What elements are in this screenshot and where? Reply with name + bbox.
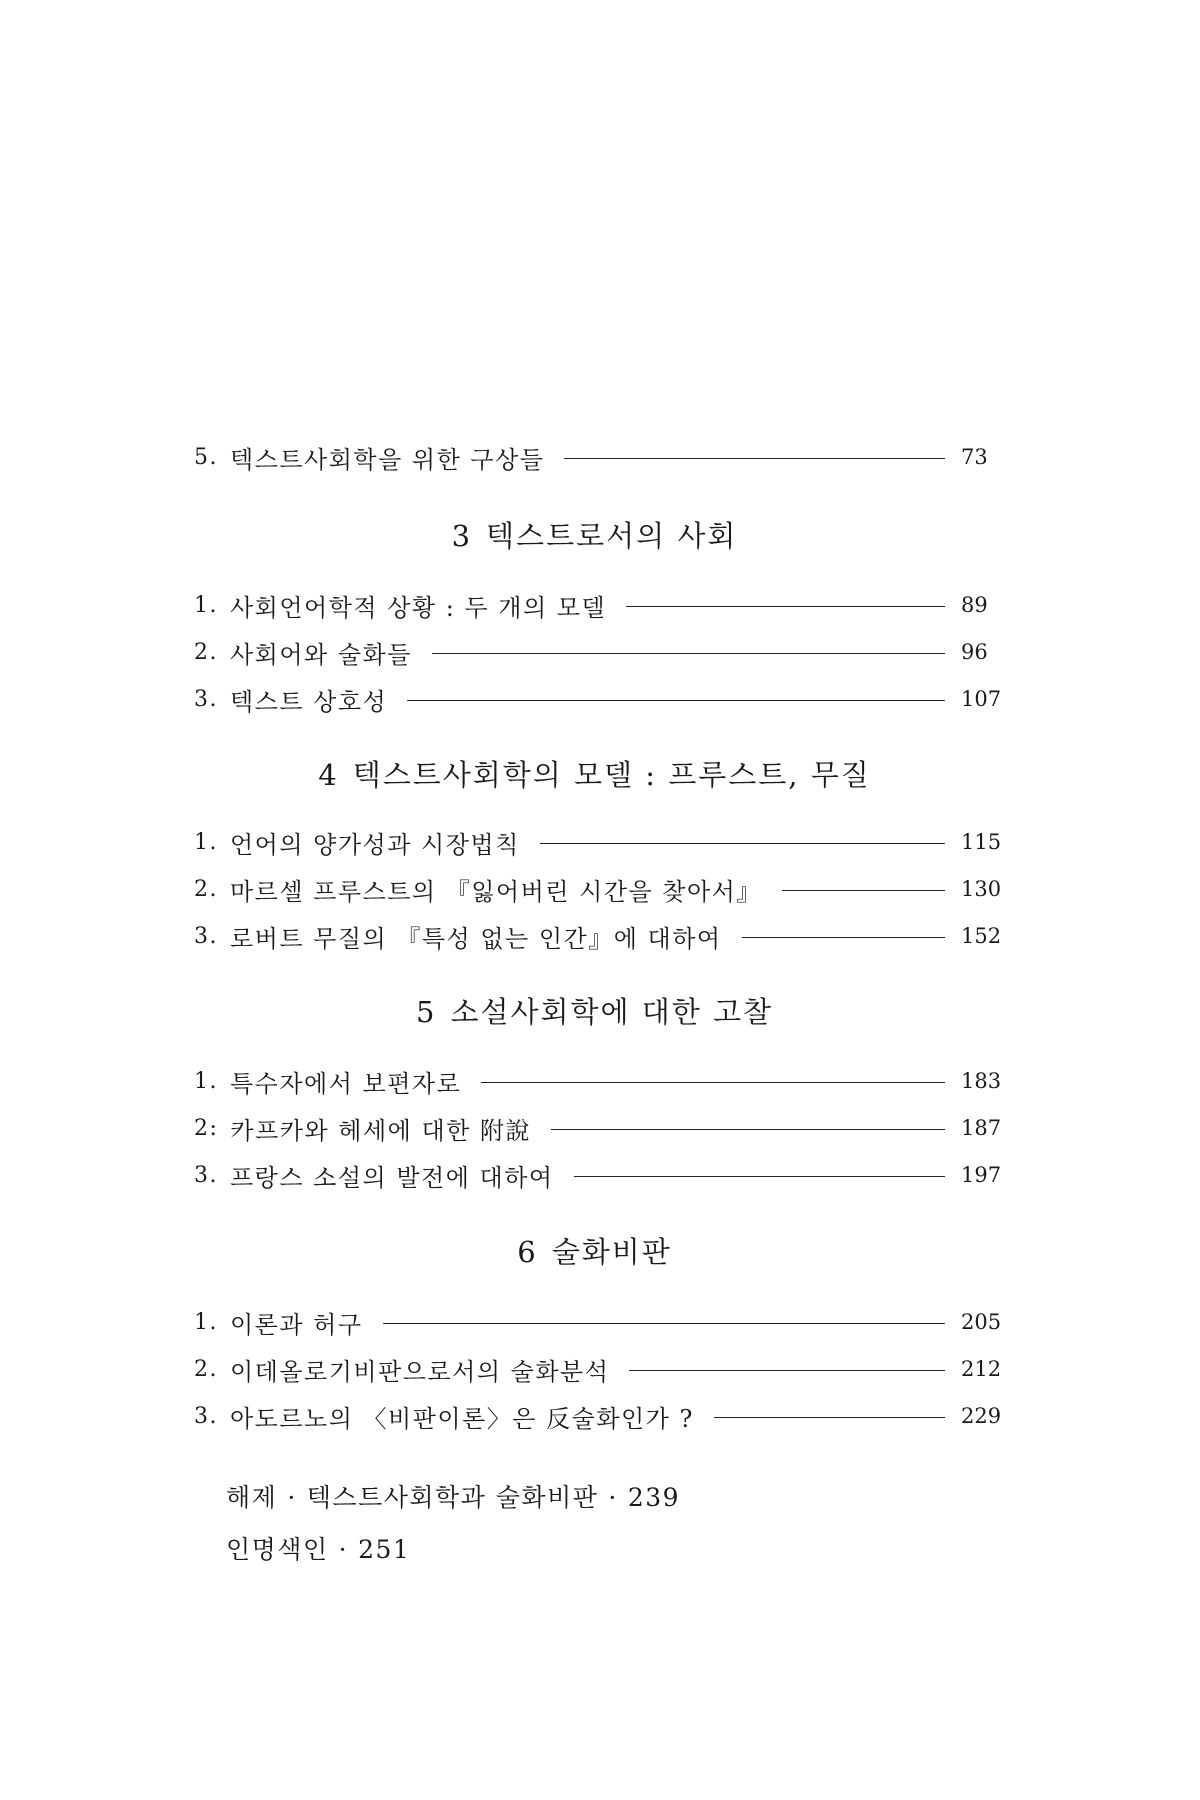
chapter-number: 5	[415, 995, 437, 1029]
toc-leader-line	[551, 1129, 945, 1130]
appendix-page: 251	[358, 1535, 411, 1564]
toc-entry-number: 2.	[194, 639, 218, 665]
toc-entry	[194, 1396, 1002, 1436]
toc-entry-title: 텍스트 상호성	[230, 687, 388, 716]
toc-entry-number: 2.	[194, 876, 218, 902]
toc-entry	[194, 632, 995, 672]
toc-entry-page: 212	[961, 1357, 1002, 1381]
toc-entry-title: 로버트 무질의 『특성 없는 인간』에 대하여	[230, 924, 722, 953]
appendix-separator: ·	[608, 1483, 618, 1512]
chapter-number: 6	[517, 1235, 538, 1269]
toc-leader-line	[564, 458, 945, 459]
toc-leader-line	[742, 937, 945, 938]
chapter-heading	[194, 753, 995, 797]
appendix-separator: ·	[287, 1483, 297, 1512]
toc-entry-number: 2:	[194, 1115, 219, 1141]
appendix-subtitle: 텍스트사회학과 술화비판	[306, 1483, 599, 1512]
toc-entry	[194, 1349, 1002, 1389]
toc-entry-number: 3.	[194, 686, 218, 712]
toc-entry-title: 사회어와 술화들	[230, 640, 412, 669]
toc-entry-number: 1.	[194, 1068, 218, 1094]
toc-entry-title: 아도르노의 〈비판이론〉은 反술화인가 ?	[230, 1404, 694, 1433]
toc-entry-title: 프랑스 소설의 발전에 대하여	[230, 1163, 554, 1192]
toc-entry	[194, 916, 1002, 956]
appendix-entry	[226, 1530, 410, 1570]
toc-entry-number: 2.	[194, 1356, 218, 1382]
toc-leader-line	[626, 606, 945, 607]
appendix-entry	[226, 1478, 680, 1518]
toc-leader-line	[481, 1082, 945, 1083]
chapter-number: 3	[451, 519, 473, 553]
toc-entry	[194, 679, 1002, 719]
chapter-title: 술화비판	[551, 1235, 672, 1269]
toc-entry	[194, 1108, 1002, 1148]
toc-entry-title: 텍스트사회학을 위한 구상들	[230, 445, 545, 474]
toc-entry-number: 1.	[194, 592, 218, 618]
toc-entry	[194, 1061, 1002, 1101]
toc-entry-page: 107	[961, 687, 1002, 711]
toc-entry-page: 96	[961, 640, 988, 664]
toc-entry-title: 이론과 허구	[230, 1310, 363, 1339]
appendix-title: 해제	[226, 1483, 278, 1512]
chapter-title: 소설사회학에 대한 고찰	[450, 995, 774, 1029]
toc-leader-line	[714, 1417, 945, 1418]
chapter-number: 4	[318, 758, 339, 792]
toc-entry-page: 89	[961, 593, 988, 617]
toc-entry-number: 1.	[194, 1309, 218, 1335]
toc-entry-number: 1.	[194, 829, 218, 855]
toc-leader-line	[383, 1323, 945, 1324]
toc-entry-title: 이데올로기비판으로서의 술화분석	[230, 1357, 610, 1386]
toc-entry	[194, 1155, 1002, 1195]
toc-entry-number: 5.	[194, 444, 218, 470]
toc-leader-line	[574, 1176, 945, 1177]
toc-entry-page: 229	[961, 1404, 1002, 1428]
toc-entry	[194, 1302, 1002, 1342]
toc-leader-line	[540, 843, 945, 844]
chapter-heading	[194, 1230, 995, 1274]
chapter-title: 텍스트사회학의 모델 : 프루스트, 무질	[352, 758, 871, 792]
toc-entry	[194, 869, 1002, 909]
toc-entry-number: 3.	[194, 923, 218, 949]
toc-entry-title: 특수자에서 보편자로	[230, 1069, 462, 1098]
chapter-heading	[194, 514, 995, 558]
toc-entry-page: 130	[961, 877, 1002, 901]
toc-entry-page: 187	[961, 1116, 1002, 1140]
toc-entry-page: 197	[961, 1163, 1002, 1187]
toc-entry	[194, 437, 995, 477]
toc-entry-title: 카프카와 헤세에 대한 附說	[230, 1116, 531, 1145]
toc-leader-line	[782, 890, 945, 891]
toc-entry-title: 마르셀 프루스트의 『잃어버린 시간을 찾아서』	[230, 877, 762, 906]
toc-entry-title: 사회언어학적 상황 : 두 개의 모델	[230, 593, 607, 622]
toc-entry-page: 115	[961, 830, 1002, 854]
toc-entry-page: 152	[961, 924, 1002, 948]
chapter-heading	[194, 990, 995, 1034]
toc-entry-title: 언어의 양가성과 시장법칙	[230, 830, 520, 859]
toc-entry-page: 183	[961, 1069, 1002, 1093]
toc-entry-page: 205	[961, 1310, 1002, 1334]
toc-entry	[194, 822, 1002, 862]
appendix-page: 239	[627, 1483, 681, 1512]
chapter-title: 텍스트로서의 사회	[486, 519, 738, 553]
toc-entry-page: 73	[961, 445, 988, 469]
toc-entry	[194, 585, 995, 625]
toc-entry-number: 3.	[194, 1403, 218, 1429]
toc-leader-line	[407, 700, 945, 701]
toc-leader-line	[629, 1370, 945, 1371]
toc-leader-line	[432, 653, 945, 654]
appendix-title: 인명색인	[226, 1535, 329, 1564]
toc-entry-number: 3.	[194, 1162, 218, 1188]
appendix-separator: ·	[338, 1535, 349, 1564]
